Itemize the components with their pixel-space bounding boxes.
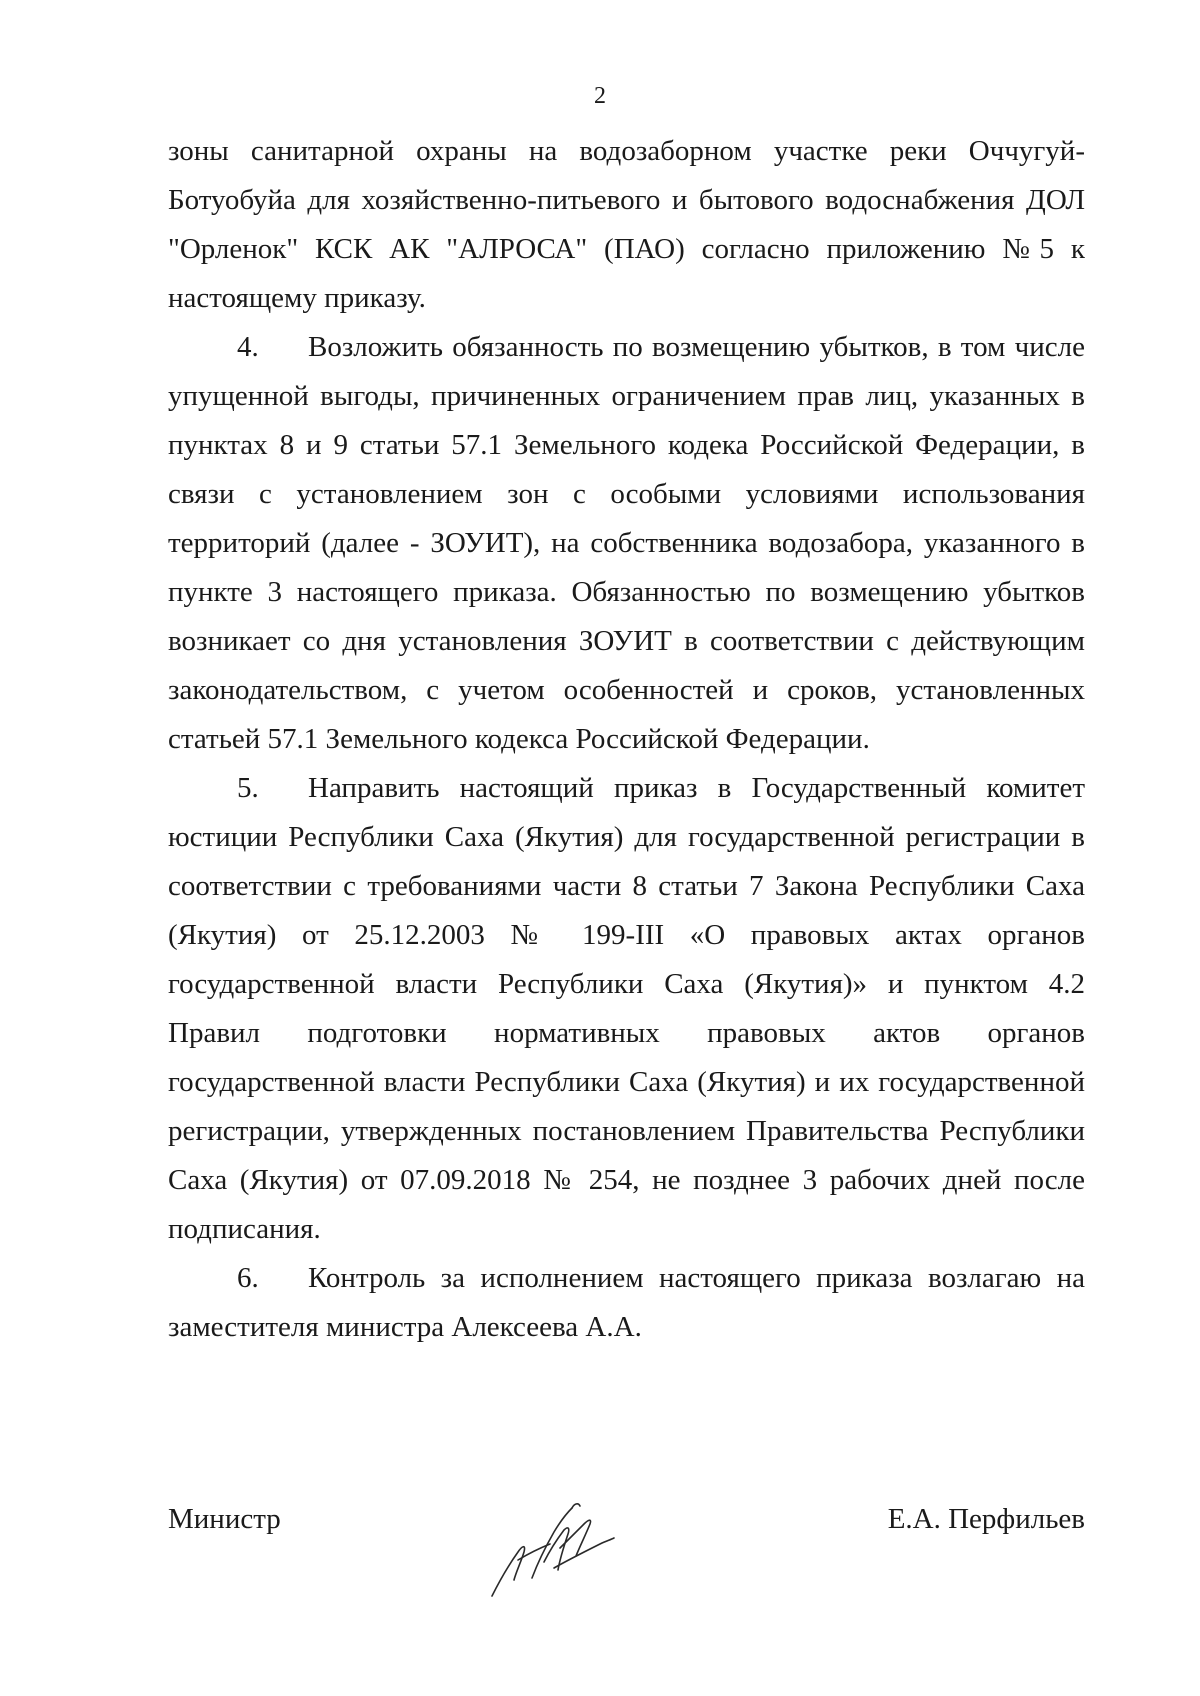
paragraph-text: Направить настоящий приказ в Государственный комитет юстиции Республики Саха (Якутия) для государственной регистрации в соответствии с требованиями части 8 статьи 7 Закона Республики Саха (Якутия) от 25.12.2003 № 199-III «О правовых актах органов государственной власти Республики Саха (Якутия)» и пунктом 4.2 Правил подготовки нормативных правовых актов органов государственной власти Республики Саха (Якутия) и их государственной регистрации, утвержденных постановлением Правительства Республики Саха (Якутия) от 07.09.2018 № 254, не позднее 3 рабочих дней после подписания. xyxy=(168,772,1085,1245)
paragraph-text: зоны санитарной охраны на водозаборном участке реки Оччугуй-Ботуобуйа для хозяйственно-питьевого и бытового водоснабжения ДОЛ "Орленок" КСК АК "АЛРОСА" (ПАО) согласно приложению №5 к настоящему приказу. xyxy=(168,135,1085,314)
signer-name: Е.А. Перфильев xyxy=(887,1503,1085,1535)
paragraph-continuation xyxy=(168,127,1085,323)
handwritten-signature xyxy=(488,1488,618,1598)
paragraph-number: 6. xyxy=(237,1262,259,1294)
paragraph-number: 4. xyxy=(237,331,259,363)
paragraph-text: Возложить обязанность по возмещению убытков, в том числе упущенной выгоды, причиненных ограничением прав лиц, указанных в пунктах 8 и 9 статьи 57.1 Земельного кодека Российской Федерации, в связи с установлением зон с особыми условиями использования территорий (далее - ЗОУИТ), на собственника водозабора, указанного в пункте 3 настоящего приказа. Обязанностью по возмещению убытков возникает со дня установления ЗОУИТ в соответствии с действующим законодательством, с учетом особенностей и сроков, установленных статьей 57.1 Земельного кодекса Российской Федерации. xyxy=(168,331,1085,755)
signature-block xyxy=(168,1499,1085,1559)
paragraph-item-6 xyxy=(168,1254,1085,1352)
paragraph-item-4 xyxy=(168,323,1085,764)
paragraph-item-5 xyxy=(168,764,1085,1254)
document-body xyxy=(168,127,1085,1352)
paragraph-number: 5. xyxy=(237,772,259,804)
signer-title: Министр xyxy=(168,1503,281,1535)
paragraph-text: Контроль за исполнением настоящего приказа возлагаю на заместителя министра Алексеева А.А. xyxy=(168,1262,1085,1343)
page-number: 2 xyxy=(594,83,606,109)
